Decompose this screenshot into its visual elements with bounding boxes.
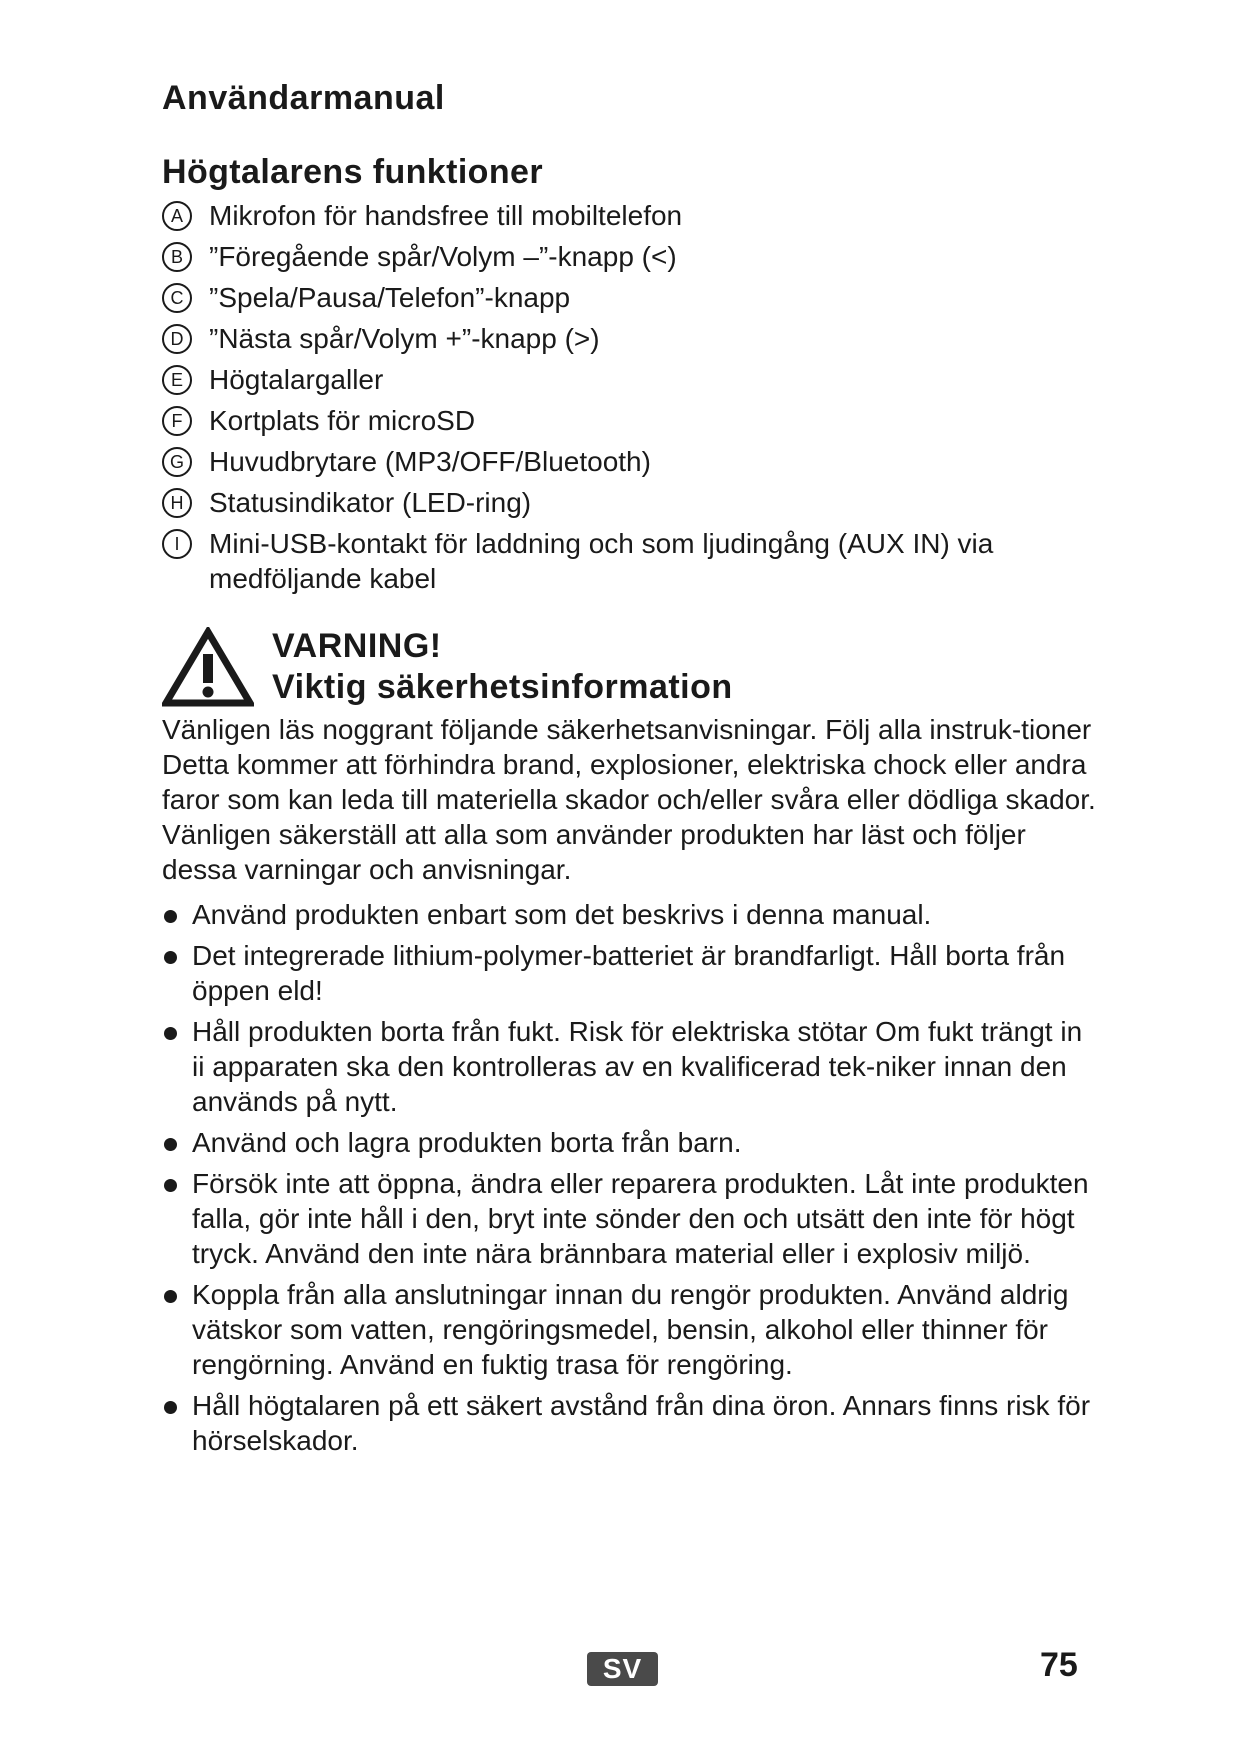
feature-item-a [162, 198, 1102, 233]
bullet-text: Använd produkten enbart som det beskrivs i denna manual. [192, 899, 932, 930]
feature-item-b [162, 239, 1102, 274]
page-number: 75 [1040, 1646, 1078, 1684]
bullet-dot-icon [164, 951, 177, 964]
feature-text: ”Föregående spår/Volym –”-knapp (<) [209, 241, 677, 272]
feature-item-d [162, 321, 1102, 356]
feature-text: Statusindikator (LED-ring) [209, 487, 532, 518]
document-title: Användarmanual [162, 79, 445, 117]
safety-bullet-item [162, 1166, 1102, 1271]
bullet-text: Koppla från alla anslutningar innan du rengör produkten. Använd aldrig vätskor som vatten, rengöringsmedel, bensin, alkohol eller thinner för rengörning. Använd en fuktig trasa för rengöring. [192, 1279, 1069, 1380]
feature-text: Mini-USB-kontakt för laddning och som ljudingång (AUX IN) via medföljande kabel [209, 528, 994, 594]
feature-item-f [162, 403, 1102, 438]
circled-letter-e-icon: E [162, 365, 192, 395]
feature-item-h [162, 485, 1102, 520]
bullet-dot-icon [164, 910, 177, 923]
feature-text: ”Spela/Pausa/Telefon”-knapp [209, 282, 571, 313]
feature-item-c [162, 280, 1102, 315]
warning-header [162, 626, 1102, 708]
feature-text: Kortplats för microSD [209, 405, 476, 436]
circled-letter-a-icon: A [162, 201, 192, 231]
circled-letter-c-icon: C [162, 283, 192, 313]
bullet-text: Håll högtalaren på ett säkert avstånd från dina öron. Annars finns risk för hörselskador. [192, 1390, 1091, 1456]
feature-item-g [162, 444, 1102, 479]
circled-letter-f-icon: F [162, 406, 192, 436]
warning-triangle-icon [162, 627, 254, 707]
feature-item-i [162, 526, 1102, 596]
bullet-text: Håll produkten borta från fukt. Risk för elektriska stötar Om fukt trängt in ii apparaten ska den kontrolleras av en kvalificerad tek-niker innan den används på nytt. [192, 1016, 1083, 1117]
safety-bullet-item [162, 897, 1102, 932]
circled-letter-d-icon: D [162, 324, 192, 354]
circled-letter-h-icon: H [162, 488, 192, 518]
warning-subtitle: Viktig säkerhetsinformation [272, 668, 733, 706]
feature-list [162, 198, 1102, 596]
feature-item-e [162, 362, 1102, 397]
circled-letter-g-icon: G [162, 447, 192, 477]
bullet-dot-icon [164, 1138, 177, 1151]
feature-text: ”Nästa spår/Volym +”-knapp (>) [209, 323, 600, 354]
language-badge: SV [587, 1652, 658, 1686]
safety-bullet-item [162, 938, 1102, 1008]
manual-page [162, 70, 1102, 1464]
feature-text: Mikrofon för handsfree till mobiltelefon [209, 200, 683, 231]
circled-letter-b-icon: B [162, 242, 192, 272]
bullet-text: Försök inte att öppna, ändra eller reparera produkten. Låt inte produkten falla, gör inte håll i den, bryt inte sönder den och utsätt den inte för högt tryck. Använd den inte nära brännbara material eller i explosiv miljö. [192, 1168, 1089, 1269]
warning-titles [272, 626, 733, 708]
warning-title: VARNING! [272, 627, 442, 665]
safety-bullet-list [162, 897, 1102, 1458]
safety-bullet-item [162, 1277, 1102, 1382]
safety-bullet-item [162, 1014, 1102, 1119]
feature-text: Högtalargaller [209, 364, 384, 395]
safety-bullet-item [162, 1388, 1102, 1458]
features-heading: Högtalarens funktioner [162, 153, 543, 191]
bullet-dot-icon [164, 1179, 177, 1192]
bullet-text: Använd och lagra produkten borta från barn. [192, 1127, 742, 1158]
bullet-dot-icon [164, 1401, 177, 1414]
circled-letter-i-icon: I [162, 529, 192, 559]
feature-text: Huvudbrytare (MP3/OFF/Bluetooth) [209, 446, 651, 477]
bullet-dot-icon [164, 1027, 177, 1040]
bullet-dot-icon [164, 1290, 177, 1303]
bullet-text: Det integrerade lithium-polymer-batteriet är brandfarligt. Håll borta från öppen eld! [192, 940, 1066, 1006]
safety-bullet-item [162, 1125, 1102, 1160]
safety-intro-paragraph: Vänligen läs noggrant följande säkerhetsanvisningar. Följ alla instruk-tioner Detta kommer att förhindra brand, explosioner, elektriska chock eller andra faror som kan leda till materiella skador och/eller svåra eller dödliga skador. Vänligen säkerställ att alla som använder produkten har läst och följer dessa varningar och anvisningar. [162, 714, 1096, 885]
